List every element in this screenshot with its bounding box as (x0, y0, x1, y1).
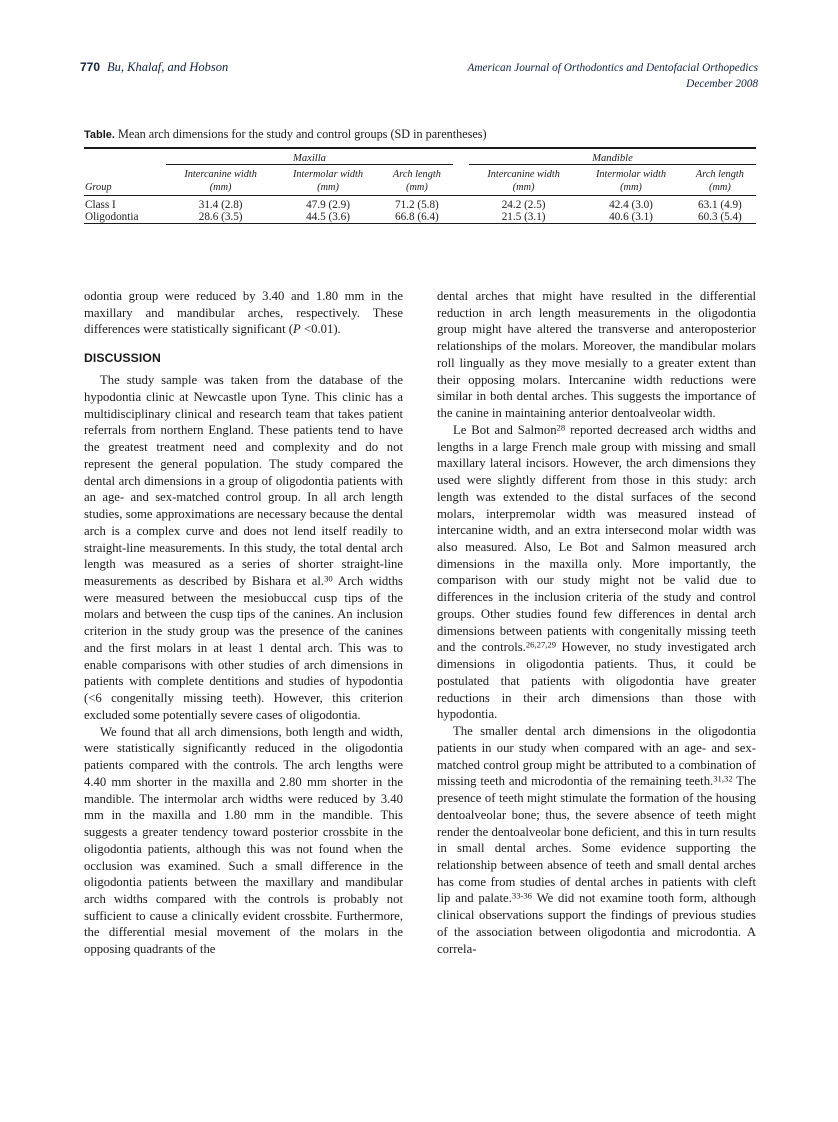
arch-dimensions-table (84, 147, 756, 227)
cell-value: 42.4 (3.0) (609, 198, 653, 211)
cell-value: 66.8 (6.4) (394, 210, 439, 223)
paragraph-text: odontia group were reduced by 3.40 and 1.80 mm in the maxillary and mandibular arches, respectively. These differences were statistically significant ( (84, 289, 403, 337)
citation-ref: 28 (556, 422, 566, 433)
column-name: Arch length (695, 169, 744, 180)
cell-value: 40.6 (3.1) (609, 210, 653, 223)
column-unit: (mm) (709, 182, 731, 194)
table-row (84, 211, 756, 224)
page-number: 770 (80, 60, 101, 74)
paragraph-text-tail: <0.01). (300, 322, 341, 337)
group-header-spacer (84, 153, 166, 165)
cell-value: 31.4 (2.8) (198, 198, 243, 211)
cell-value: 28.6 (3.5) (198, 210, 243, 223)
column-header-group: Group (85, 182, 112, 194)
cell-value: 24.2 (2.5) (501, 198, 546, 211)
column-name: Intermolar width (595, 169, 667, 180)
running-head (80, 60, 758, 92)
table-column-header-row (84, 168, 756, 195)
paragraph (84, 724, 403, 958)
table-caption (84, 127, 756, 142)
column-unit: (mm) (512, 182, 535, 194)
cell-gap (453, 211, 469, 224)
table-caption-text: Mean arch dimensions for the study and control groups (SD in parentheses) (117, 127, 487, 141)
cell-value: 60.3 (5.4) (697, 210, 742, 223)
group-header-mandible: Mandible (592, 153, 633, 164)
paragraph-continued (437, 288, 756, 422)
column-header-maxilla-intercanine (166, 168, 275, 195)
section-heading-discussion: DISCUSSION (84, 351, 161, 366)
column-header-gap (453, 168, 469, 195)
column-header-maxilla-archlength (381, 168, 453, 195)
running-head-authors: Bu, Khalaf, and Hobson (107, 60, 229, 74)
paragraph-text-tail: We did not examine tooth form, although clinical observations support the findings of previous studies of the association between oligodontia and microdontia. A correla- (437, 891, 756, 956)
column-name: Arch length (392, 169, 441, 180)
paragraph (84, 372, 403, 723)
paragraph-text: The smaller dental arch dimensions in the oligodontia patients in our study when compared with an age- and sex-matched control group might be attributed to a combination of missing teeth and microdontia of the remaining teeth. (437, 724, 756, 789)
cell-value: 21.5 (3.1) (501, 210, 546, 223)
body-columns (84, 288, 756, 1068)
table-block (84, 127, 756, 227)
paragraph-text-tail: However, no study investigated arch dimensions in oligodontia patients. Thus, it could be postulated that patients with oligodontia have greater reductions in their arch dimensions than those with hypodontia. (437, 640, 756, 722)
column-header-maxilla-intermolar (275, 168, 381, 195)
cell-value: 47.9 (2.9) (306, 198, 350, 211)
paragraph-continued (84, 288, 403, 338)
column-header-mandible-intercanine (469, 168, 578, 195)
citation-ref: 33-36 (511, 890, 532, 901)
column-left (84, 288, 403, 1068)
paragraph-text: We found that all arch dimensions, both length and width, were statistically significantly reduced in the oligodontia patients compared with the controls. The arch lengths were 4.40 mm shorter in the maxilla and 2.80 mm shorter in the mandible. The intermolar arch widths were reduced by 3.40 mm in the maxilla and 1.80 mm in the mandible. This suggests a greater tendency toward posterior crossbite in the oligodontia patients, although this was not found when the occlusion was examined. Such a small difference in the oligodontia patients between the maxillary and mandibular arch widths compared with the controls is probably not sufficient to cause a clinically evident crossbite. Furthermore, the differential mesial movement of the molars in the opposing quadrants of the (84, 724, 403, 957)
p-value-symbol: P (293, 322, 301, 337)
table-group-header-row (84, 153, 756, 165)
citation-ref: 30 (324, 573, 333, 584)
paragraph-text: dental arches that might have resulted in the differential reduction in arch length measurements in the oligodontia group might have altered the transverse and anteroposterior relationships of the molars. Moreover, the mandibular molars roll lingually as they move mesially to a greater extent than their opposing molars. Intercanine width reductions were similar in both dental arches. This suggests the importance of the canine in maintaining anterior dentoalveolar width. (437, 289, 756, 421)
citation-ref: 26,27,29 (525, 639, 557, 650)
citation-ref: 31,32 (713, 773, 733, 784)
column-name: Intermolar width (292, 169, 364, 180)
paragraph-text-mid: reported decreased arch widths and lengths in a large French male group with missing and small maxillary lateral incisors. However, the arch dimensions they used were slightly different from those in this study: arch length was extended to the distal surfaces of the second molars, interpremolar width was measured instead of intercanine width, and an extra intersecond molar width was also measured. Also, Le Bot and Salmon measured arch dimensions in the maxilla only. More importantly, the comparison with our study might not be valid due to differences in the inclusion criteria of the study and control groups. Other studies found few differences in dental arch dimensions between patients with congenitally missing teeth and the controls. (437, 422, 756, 655)
row-label-class-i: Class I (85, 198, 116, 211)
column-unit: (mm) (406, 182, 428, 194)
journal-title: American Journal of Orthodontics and Dentofacial Orthopedics (467, 62, 758, 74)
column-unit: (mm) (317, 182, 339, 194)
column-header-mandible-intermolar (578, 168, 684, 195)
paragraph-text-tail: Arch widths were measured between the mesiobuccal cusp tips of the molars and between the cusp tips of the canines. An inclusion criterion in the study group was the presence of the canines and the first molars in at least 1 dental arch. This was to enable comparisons with other studies of arch dimensions in patients with complete dentitions and studies of hypodontia (<6 congenitally missing teeth). However, this criterion excluded some potentially severe cases of oligodontia. (84, 574, 403, 722)
column-header-mandible-archlength (684, 168, 756, 195)
running-head-right (467, 60, 758, 92)
column-unit: (mm) (620, 182, 642, 194)
group-gap (453, 153, 469, 165)
cell-value: 71.2 (5.8) (394, 198, 439, 211)
column-name: Intercanine width (184, 169, 257, 180)
column-unit: (mm) (209, 182, 232, 194)
row-label-oligodontia: Oligodontia (85, 210, 139, 223)
cell-value: 44.5 (3.6) (306, 210, 350, 223)
running-head-left (80, 60, 228, 75)
table-row (84, 199, 756, 211)
issue-date: December 2008 (686, 78, 758, 91)
paragraph (437, 723, 756, 957)
paragraph-text-mid: The presence of teeth might stimulate the formation of the housing dentoalveolar bone; thus, the severe absence of teeth might render the dentoalveolar bone deficient, and this in turn results in small dental arches. Some evidence supporting the relationship between absence of teeth and small dental arches has come from studies of dental arches in patients with cleft lip and palate. (437, 774, 756, 906)
table-bottom-rule (84, 223, 756, 227)
table-label: Table. (84, 129, 115, 141)
group-header-maxilla: Maxilla (293, 153, 326, 164)
cell-value: 63.1 (4.9) (697, 198, 742, 211)
paragraph (437, 422, 756, 723)
paragraph-text: Le Bot and Salmon (453, 422, 557, 437)
paragraph-text: The study sample was taken from the database of the hypodontia clinic at Newcastle upon Tyne. This clinic has a multidisciplinary clinical and research team that takes patient referrals from northern England. These patients tend to have the greatest treatment need and complexity and do not represent the general population. The study compared the dental arch dimensions in a group of oligodontia patients with an age- and sex-matched control group. In all arch length studies, some approximations are necessary because the dental arch is a complex curve and does not lend itself readily to straight-line measurements. In this study, the total dental arch length was measured as a series of shorter straight-line measurements as described by Bishara et al. (84, 373, 403, 589)
column-name: Intercanine width (487, 169, 560, 180)
column-right (437, 288, 756, 1068)
cell-gap (453, 199, 469, 211)
